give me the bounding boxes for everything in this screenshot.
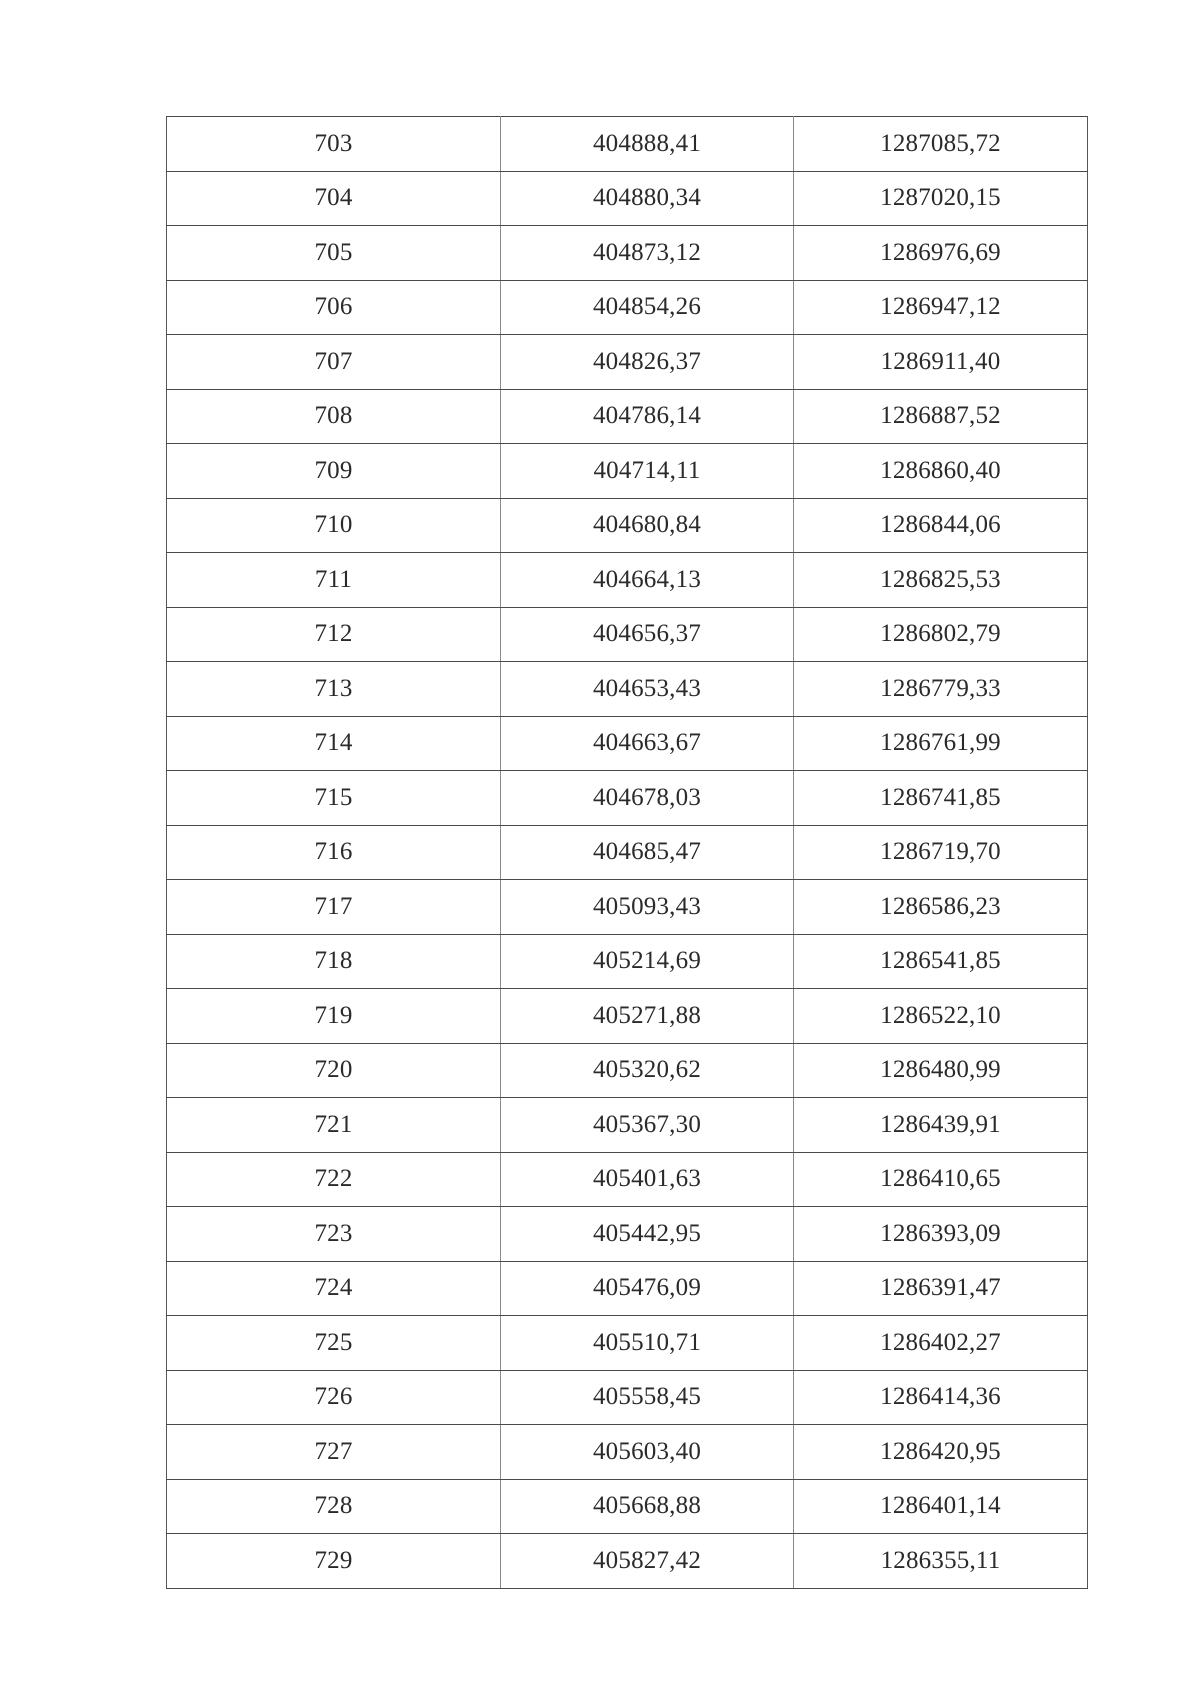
y-coordinate-cell: 1286391,47 bbox=[794, 1261, 1088, 1316]
x-coordinate-cell: 404880,34 bbox=[501, 171, 794, 226]
x-coordinate-cell: 404714,11 bbox=[501, 444, 794, 499]
y-coordinate-cell: 1286741,85 bbox=[794, 771, 1088, 826]
table-row bbox=[167, 1152, 1088, 1207]
y-coordinate-cell: 1286825,53 bbox=[794, 553, 1088, 608]
table-row bbox=[167, 825, 1088, 880]
point-number-cell: 719 bbox=[167, 989, 501, 1044]
x-coordinate-cell: 405214,69 bbox=[501, 934, 794, 989]
table-row bbox=[167, 1425, 1088, 1480]
y-coordinate-cell: 1286541,85 bbox=[794, 934, 1088, 989]
table-row bbox=[167, 171, 1088, 226]
point-number-cell: 726 bbox=[167, 1370, 501, 1425]
point-number-cell: 722 bbox=[167, 1152, 501, 1207]
table-row bbox=[167, 662, 1088, 717]
y-coordinate-cell: 1286860,40 bbox=[794, 444, 1088, 499]
point-number-cell: 709 bbox=[167, 444, 501, 499]
x-coordinate-cell: 405093,43 bbox=[501, 880, 794, 935]
y-coordinate-cell: 1286402,27 bbox=[794, 1316, 1088, 1371]
x-coordinate-cell: 404653,43 bbox=[501, 662, 794, 717]
table-row bbox=[167, 1098, 1088, 1153]
x-coordinate-cell: 405510,71 bbox=[501, 1316, 794, 1371]
x-coordinate-cell: 405401,63 bbox=[501, 1152, 794, 1207]
y-coordinate-cell: 1286947,12 bbox=[794, 280, 1088, 335]
point-number-cell: 715 bbox=[167, 771, 501, 826]
point-number-cell: 704 bbox=[167, 171, 501, 226]
x-coordinate-cell: 404888,41 bbox=[501, 117, 794, 172]
point-number-cell: 725 bbox=[167, 1316, 501, 1371]
x-coordinate-cell: 404663,67 bbox=[501, 716, 794, 771]
x-coordinate-cell: 404873,12 bbox=[501, 226, 794, 281]
point-number-cell: 708 bbox=[167, 389, 501, 444]
point-number-cell: 714 bbox=[167, 716, 501, 771]
y-coordinate-cell: 1286779,33 bbox=[794, 662, 1088, 717]
y-coordinate-cell: 1286401,14 bbox=[794, 1479, 1088, 1534]
point-number-cell: 727 bbox=[167, 1425, 501, 1480]
y-coordinate-cell: 1286976,69 bbox=[794, 226, 1088, 281]
x-coordinate-cell: 404685,47 bbox=[501, 825, 794, 880]
point-number-cell: 723 bbox=[167, 1207, 501, 1262]
table-row bbox=[167, 771, 1088, 826]
x-coordinate-cell: 404656,37 bbox=[501, 607, 794, 662]
x-coordinate-cell: 405367,30 bbox=[501, 1098, 794, 1153]
table-row bbox=[167, 553, 1088, 608]
point-number-cell: 721 bbox=[167, 1098, 501, 1153]
y-coordinate-cell: 1286719,70 bbox=[794, 825, 1088, 880]
x-coordinate-cell: 405827,42 bbox=[501, 1534, 794, 1589]
y-coordinate-cell: 1286761,99 bbox=[794, 716, 1088, 771]
table-row bbox=[167, 1534, 1088, 1589]
point-number-cell: 706 bbox=[167, 280, 501, 335]
point-number-cell: 718 bbox=[167, 934, 501, 989]
x-coordinate-cell: 404826,37 bbox=[501, 335, 794, 390]
x-coordinate-cell: 404786,14 bbox=[501, 389, 794, 444]
table-row bbox=[167, 1316, 1088, 1371]
point-number-cell: 712 bbox=[167, 607, 501, 662]
table-row bbox=[167, 1370, 1088, 1425]
table-row bbox=[167, 1261, 1088, 1316]
y-coordinate-cell: 1286393,09 bbox=[794, 1207, 1088, 1262]
table-row bbox=[167, 934, 1088, 989]
x-coordinate-cell: 404664,13 bbox=[501, 553, 794, 608]
point-number-cell: 710 bbox=[167, 498, 501, 553]
coordinates-table-body bbox=[167, 117, 1088, 1589]
y-coordinate-cell: 1286355,11 bbox=[794, 1534, 1088, 1589]
coordinates-table bbox=[166, 116, 1088, 1589]
point-number-cell: 717 bbox=[167, 880, 501, 935]
table-row bbox=[167, 444, 1088, 499]
point-number-cell: 729 bbox=[167, 1534, 501, 1589]
x-coordinate-cell: 405442,95 bbox=[501, 1207, 794, 1262]
point-number-cell: 716 bbox=[167, 825, 501, 880]
y-coordinate-cell: 1287085,72 bbox=[794, 117, 1088, 172]
point-number-cell: 720 bbox=[167, 1043, 501, 1098]
x-coordinate-cell: 405476,09 bbox=[501, 1261, 794, 1316]
y-coordinate-cell: 1286439,91 bbox=[794, 1098, 1088, 1153]
point-number-cell: 713 bbox=[167, 662, 501, 717]
y-coordinate-cell: 1286586,23 bbox=[794, 880, 1088, 935]
x-coordinate-cell: 405271,88 bbox=[501, 989, 794, 1044]
x-coordinate-cell: 405668,88 bbox=[501, 1479, 794, 1534]
y-coordinate-cell: 1286844,06 bbox=[794, 498, 1088, 553]
table-row bbox=[167, 226, 1088, 281]
point-number-cell: 724 bbox=[167, 1261, 501, 1316]
point-number-cell: 728 bbox=[167, 1479, 501, 1534]
x-coordinate-cell: 404680,84 bbox=[501, 498, 794, 553]
y-coordinate-cell: 1286802,79 bbox=[794, 607, 1088, 662]
point-number-cell: 703 bbox=[167, 117, 501, 172]
x-coordinate-cell: 405558,45 bbox=[501, 1370, 794, 1425]
table-row bbox=[167, 716, 1088, 771]
y-coordinate-cell: 1286522,10 bbox=[794, 989, 1088, 1044]
y-coordinate-cell: 1286480,99 bbox=[794, 1043, 1088, 1098]
table-row bbox=[167, 1479, 1088, 1534]
y-coordinate-cell: 1286887,52 bbox=[794, 389, 1088, 444]
x-coordinate-cell: 404678,03 bbox=[501, 771, 794, 826]
y-coordinate-cell: 1286410,65 bbox=[794, 1152, 1088, 1207]
y-coordinate-cell: 1286414,36 bbox=[794, 1370, 1088, 1425]
table-row bbox=[167, 607, 1088, 662]
table-row bbox=[167, 389, 1088, 444]
table-row bbox=[167, 1043, 1088, 1098]
x-coordinate-cell: 404854,26 bbox=[501, 280, 794, 335]
x-coordinate-cell: 405320,62 bbox=[501, 1043, 794, 1098]
y-coordinate-cell: 1286420,95 bbox=[794, 1425, 1088, 1480]
y-coordinate-cell: 1286911,40 bbox=[794, 335, 1088, 390]
table-row bbox=[167, 498, 1088, 553]
y-coordinate-cell: 1287020,15 bbox=[794, 171, 1088, 226]
table-row bbox=[167, 280, 1088, 335]
x-coordinate-cell: 405603,40 bbox=[501, 1425, 794, 1480]
table-row bbox=[167, 335, 1088, 390]
table-row bbox=[167, 1207, 1088, 1262]
point-number-cell: 705 bbox=[167, 226, 501, 281]
point-number-cell: 707 bbox=[167, 335, 501, 390]
table-row bbox=[167, 117, 1088, 172]
point-number-cell: 711 bbox=[167, 553, 501, 608]
table-row bbox=[167, 880, 1088, 935]
table-row bbox=[167, 989, 1088, 1044]
